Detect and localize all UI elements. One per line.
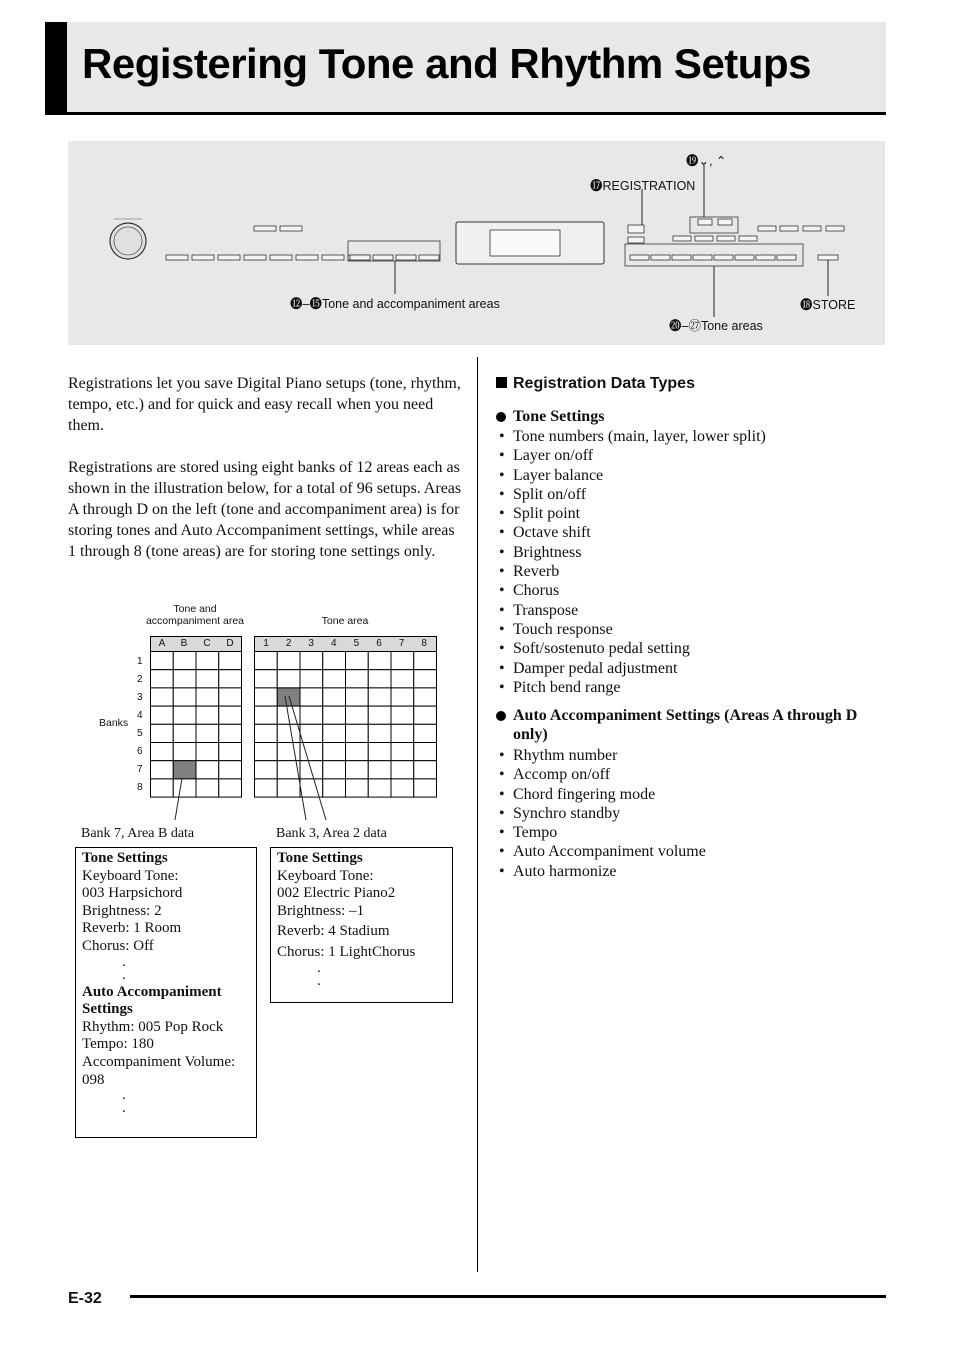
grid-cell bbox=[173, 779, 196, 797]
grid-cell bbox=[173, 688, 196, 706]
grid-cell bbox=[151, 706, 174, 724]
list-item: • Split on/off bbox=[496, 485, 886, 504]
grid-cell bbox=[323, 761, 346, 779]
box-line: Keyboard Tone: bbox=[82, 867, 179, 884]
grid-cell bbox=[173, 670, 196, 688]
bank-number: 6 bbox=[137, 746, 143, 757]
box-ellipsis: . bbox=[317, 959, 321, 976]
list-item: • Chord fingering mode bbox=[496, 785, 886, 804]
grid-cell bbox=[391, 761, 414, 779]
heading-text: Tone Settings bbox=[513, 408, 605, 425]
accomp-settings-list bbox=[496, 746, 886, 881]
grid-cell bbox=[255, 743, 278, 761]
heading-text: Registration Data Types bbox=[513, 375, 695, 392]
grid-cell bbox=[219, 743, 242, 761]
grid-col-label: 6 bbox=[376, 638, 382, 649]
grid-cell bbox=[323, 743, 346, 761]
grid-cell bbox=[300, 688, 323, 706]
grid-cell bbox=[219, 706, 242, 724]
grid-cell bbox=[323, 670, 346, 688]
tone-settings-heading bbox=[496, 407, 886, 426]
grid-cell bbox=[414, 688, 437, 706]
round-bullet-icon bbox=[496, 412, 506, 422]
grid-cell bbox=[368, 779, 391, 797]
page-number: E-32 bbox=[68, 1290, 102, 1307]
grid-cell bbox=[277, 779, 300, 797]
box-line: Reverb: 4 Stadium bbox=[277, 923, 390, 940]
grid-cell bbox=[255, 761, 278, 779]
grid-cell bbox=[151, 743, 174, 761]
round-bullet-icon bbox=[496, 711, 506, 721]
list-item: • Brightness bbox=[496, 543, 886, 562]
grid-cell bbox=[277, 652, 300, 670]
grid-col-label: 3 bbox=[308, 638, 314, 649]
grid-cell bbox=[255, 724, 278, 742]
bank-number: 5 bbox=[137, 728, 143, 739]
grid-cell bbox=[196, 670, 219, 688]
grid-cell bbox=[323, 688, 346, 706]
list-item: • Layer on/off bbox=[496, 446, 886, 465]
accomp-settings-heading bbox=[496, 706, 886, 744]
grid-cell bbox=[391, 652, 414, 670]
grid-left-area bbox=[151, 652, 242, 798]
grid-cell bbox=[255, 706, 278, 724]
grid-cell bbox=[414, 779, 437, 797]
list-item: • Octave shift bbox=[496, 523, 886, 542]
box-ellipsis: . bbox=[317, 972, 321, 989]
grid-cell bbox=[255, 779, 278, 797]
intro-paragraph-2: Registrations are stored using eight banks of 12 areas each as shown in the illustration below, for a total of 96 setups. Areas A through D on the left (tone and accompaniment area) is for storing tones and Auto Accompaniment settings, while areas 1 through 8 (tone areas) are for storing tone settings only. bbox=[68, 459, 462, 560]
tone-areas-callout: ⓴–㉗Tone areas bbox=[669, 319, 763, 333]
list-item: • Touch response bbox=[496, 620, 886, 639]
heading-text: Auto Accompaniment Settings (Areas A through D only) bbox=[513, 707, 858, 743]
grid-cell bbox=[173, 743, 196, 761]
grid-cell bbox=[196, 779, 219, 797]
list-item: • Reverb bbox=[496, 562, 886, 581]
grid-cell bbox=[151, 652, 174, 670]
list-item: • Pitch bend range bbox=[496, 678, 886, 697]
grid-cell bbox=[414, 670, 437, 688]
grid-cell bbox=[368, 670, 391, 688]
box-heading: Tone Settings bbox=[277, 850, 363, 866]
grid-cell bbox=[196, 706, 219, 724]
grid-cell bbox=[300, 779, 323, 797]
grid-cell bbox=[368, 761, 391, 779]
grid-col-label: 4 bbox=[331, 638, 337, 649]
grid-col-label: B bbox=[180, 638, 188, 649]
grid-cell bbox=[391, 724, 414, 742]
grid-cell bbox=[196, 761, 219, 779]
grid-cell bbox=[277, 724, 300, 742]
grid-cell bbox=[255, 688, 278, 706]
grid-cell bbox=[219, 761, 242, 779]
grid-cell bbox=[196, 688, 219, 706]
grid-cell-highlighted bbox=[173, 761, 196, 779]
grid-col-label: 7 bbox=[398, 638, 405, 649]
grid-cell bbox=[219, 688, 242, 706]
grid-cell bbox=[414, 743, 437, 761]
grid-cell bbox=[196, 743, 219, 761]
bank-number: 3 bbox=[137, 692, 143, 703]
grid-cell bbox=[368, 688, 391, 706]
grid-cell bbox=[391, 670, 414, 688]
list-item: • Damper pedal adjustment bbox=[496, 659, 886, 678]
box-heading: Settings bbox=[82, 1001, 133, 1018]
list-item: • Tempo bbox=[496, 823, 886, 842]
grid-cell bbox=[368, 652, 391, 670]
footer-rule bbox=[130, 1295, 886, 1298]
grid-right-title: Tone area bbox=[321, 615, 369, 627]
box-line: Accompaniment Volume: bbox=[82, 1053, 236, 1070]
grid-cell-highlighted bbox=[277, 688, 300, 706]
grid-cell bbox=[173, 652, 196, 670]
grid-cell bbox=[151, 724, 174, 742]
box-line: 002 Electric Piano2 bbox=[277, 885, 396, 902]
grid-cell bbox=[255, 652, 278, 670]
tone-accomp-areas-callout: ⓬–⓯Tone and accompaniment areas bbox=[290, 297, 500, 311]
column-divider bbox=[477, 357, 478, 1272]
grid-cell bbox=[300, 706, 323, 724]
grid-cell bbox=[368, 706, 391, 724]
list-item: • Transpose bbox=[496, 601, 886, 620]
grid-cell bbox=[277, 670, 300, 688]
grid-cell bbox=[391, 779, 414, 797]
box-line: Brightness: 2 bbox=[82, 902, 162, 919]
tone-settings-list bbox=[496, 427, 886, 697]
box-line: Reverb: 1 Room bbox=[82, 920, 182, 937]
grid-cell bbox=[196, 652, 219, 670]
box-line: Rhythm: 005 Pop Rock bbox=[82, 1018, 224, 1035]
box-line: Tempo: 180 bbox=[82, 1036, 154, 1053]
bank7-areaB-databox bbox=[75, 847, 257, 1138]
list-item: • Synchro standby bbox=[496, 804, 886, 823]
grid-col-label: D bbox=[226, 638, 234, 649]
list-item: • Rhythm number bbox=[496, 746, 886, 765]
intro-paragraph-1: Registrations let you save Digital Piano setups (tone, rhythm, tempo, etc.) and for quick and easy recall when you need them. bbox=[68, 375, 461, 434]
grid-col-label: 2 bbox=[285, 638, 292, 649]
grid-cell bbox=[414, 706, 437, 724]
bank-number: 4 bbox=[137, 710, 143, 721]
bank-number: 1 bbox=[137, 656, 143, 667]
grid-cell bbox=[173, 706, 196, 724]
list-item: • Accomp on/off bbox=[496, 765, 886, 784]
grid-cell bbox=[219, 670, 242, 688]
list-item: • Tone numbers (main, layer, lower split) bbox=[496, 427, 886, 446]
bank-number: 8 bbox=[137, 782, 143, 793]
bank3-area2-databox bbox=[270, 847, 453, 1003]
grid-cell bbox=[151, 688, 174, 706]
grid-col-label: 1 bbox=[263, 638, 269, 649]
box-line: Keyboard Tone: bbox=[277, 867, 374, 884]
grid-cell bbox=[151, 670, 174, 688]
page-title: Registering Tone and Rhythm Setups bbox=[82, 40, 811, 87]
bank-number: 2 bbox=[137, 674, 143, 685]
left-box-caption: Bank 7, Area B data bbox=[81, 826, 195, 841]
list-item: • Layer balance bbox=[496, 466, 886, 485]
box-ellipsis: . bbox=[122, 1087, 126, 1104]
grid-cell bbox=[300, 670, 323, 688]
box-line: Brightness: –1 bbox=[277, 902, 365, 919]
grid-cell bbox=[219, 724, 242, 742]
list-item: • Soft/sostenuto pedal setting bbox=[496, 639, 886, 658]
registration-data-types-heading bbox=[496, 375, 695, 393]
grid-cell bbox=[346, 688, 369, 706]
box-heading: Tone Settings bbox=[82, 850, 168, 866]
grid-col-label: 5 bbox=[353, 638, 360, 649]
grid-cell bbox=[255, 670, 278, 688]
grid-cell bbox=[346, 761, 369, 779]
grid-cell bbox=[196, 724, 219, 742]
right-box-caption: Bank 3, Area 2 data bbox=[276, 826, 387, 841]
grid-cell bbox=[391, 743, 414, 761]
box-ellipsis: . bbox=[122, 1100, 126, 1117]
list-item: • Auto harmonize bbox=[496, 862, 886, 881]
grid-cell bbox=[346, 779, 369, 797]
accomp-settings-section bbox=[496, 706, 886, 881]
grid-cell bbox=[300, 652, 323, 670]
square-bullet-icon bbox=[496, 377, 507, 388]
updown-callout: ⓳⌄, ⌃ bbox=[686, 154, 727, 168]
grid-cell bbox=[414, 652, 437, 670]
grid-left-title: Tone and accompaniment area bbox=[145, 603, 245, 627]
box-heading: Auto Accompaniment bbox=[82, 983, 222, 1000]
grid-cell bbox=[300, 724, 323, 742]
grid-cell bbox=[323, 706, 346, 724]
bank-number: 7 bbox=[137, 764, 143, 775]
grid-cell bbox=[219, 779, 242, 797]
grid-cell bbox=[323, 779, 346, 797]
box-line: Chorus: 1 LightChorus bbox=[277, 943, 416, 960]
grid-col-label: C bbox=[203, 638, 211, 649]
box-line: 098 bbox=[82, 1071, 105, 1088]
list-item: • Auto Accompaniment volume bbox=[496, 842, 886, 861]
grid-cell bbox=[346, 670, 369, 688]
grid-cell bbox=[346, 724, 369, 742]
box-line: Chorus: Off bbox=[82, 937, 154, 954]
grid-cell bbox=[173, 724, 196, 742]
tone-settings-section bbox=[496, 407, 886, 697]
grid-cell bbox=[277, 743, 300, 761]
grid-cell bbox=[391, 688, 414, 706]
grid-cell bbox=[151, 761, 174, 779]
grid-right-area bbox=[255, 652, 437, 798]
store-callout: ⓲STORE bbox=[800, 298, 856, 312]
box-line: 003 Harpsichord bbox=[82, 885, 183, 902]
box-ellipsis: . bbox=[122, 953, 126, 970]
grid-cell bbox=[368, 724, 391, 742]
box-ellipsis: . bbox=[122, 966, 126, 983]
grid-cell bbox=[219, 652, 242, 670]
grid-col-label: A bbox=[158, 638, 166, 649]
grid-cell bbox=[368, 743, 391, 761]
grid-cell bbox=[346, 743, 369, 761]
grid-col-label: 8 bbox=[421, 638, 427, 649]
grid-cell bbox=[151, 779, 174, 797]
grid-cell bbox=[391, 706, 414, 724]
grid-cell bbox=[323, 652, 346, 670]
grid-cell bbox=[414, 724, 437, 742]
registration-callout: ⓱REGISTRATION bbox=[590, 179, 696, 193]
list-item: • Chorus bbox=[496, 581, 886, 600]
grid-cell bbox=[346, 652, 369, 670]
list-item: • Split point bbox=[496, 504, 886, 523]
grid-cell bbox=[346, 706, 369, 724]
banks-label: Banks bbox=[99, 717, 129, 729]
grid-cell bbox=[323, 724, 346, 742]
grid-cell bbox=[414, 761, 437, 779]
